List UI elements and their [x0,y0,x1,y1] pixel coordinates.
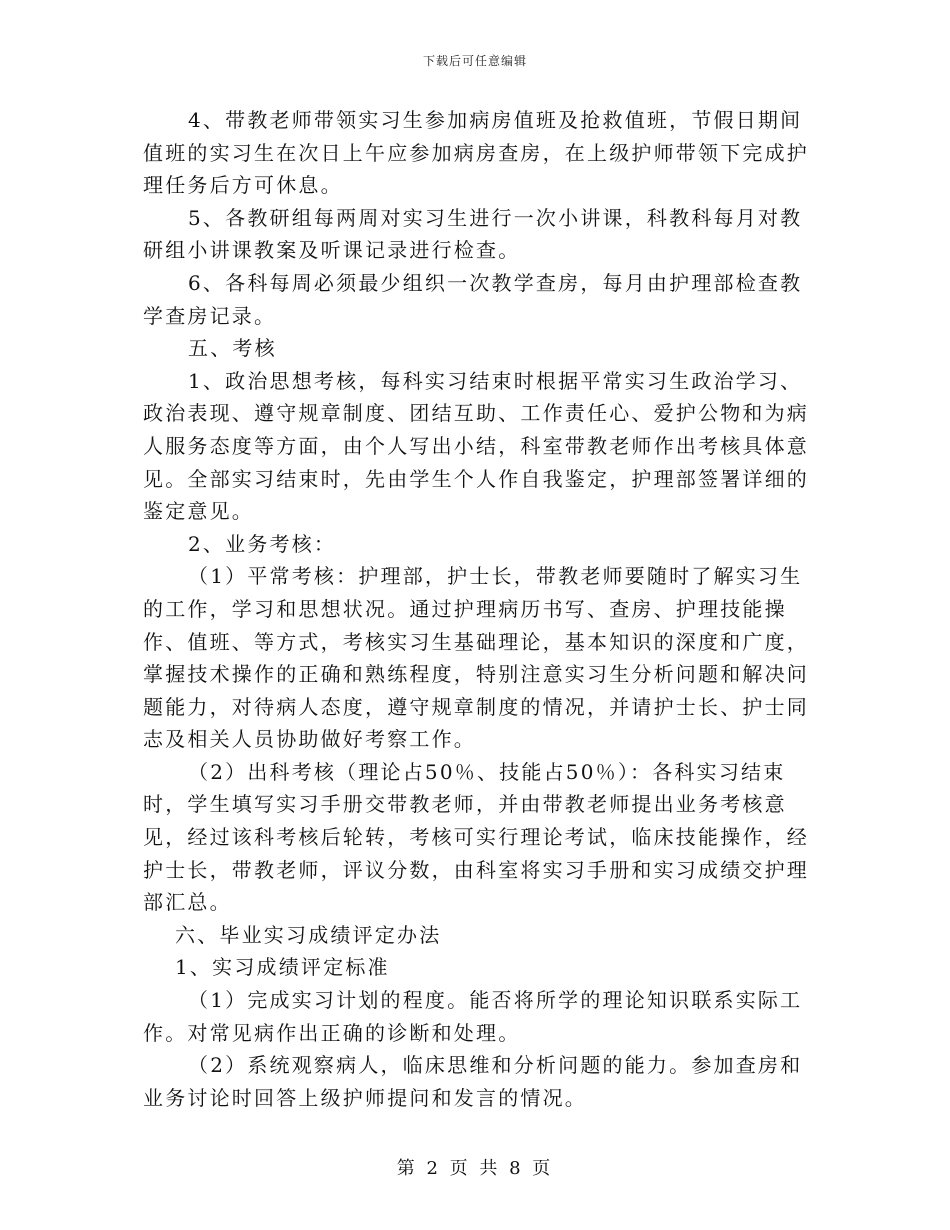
section-heading-grading: 六、毕业实习成绩评定办法 [175,922,442,947]
section-heading-assessment: 五、考核 [188,336,277,361]
paragraph-criterion-2: （2）系统观察病人，临床思维和分析问题的能力。参加查房和业务讨论时回答上级护师提问和发言的情况。 [143,1053,803,1110]
paragraph-lecture: 5、各教研组每两周对实习生进行一次小讲课，科教科每月对教研组小讲课教案及听课记录进行检查。 [143,205,803,263]
page-header: 下载后可任意编辑 [422,54,527,68]
paragraph-professional-assessment: 2、业务考核： [188,531,337,556]
document-body [143,104,813,1114]
paragraph-teaching-rounds: 6、各科每周必须最少组织一次教学查房，每月由护理部检查教学查房记录。 [143,270,803,328]
paragraph-routine-assessment: （1）平常考核：护理部，护士长，带教老师要随时了解实习生的工作，学习和思想状况。通过护理病历书写、查房、护理技能操作、值班、等方式，考核实习生基础理论，基本知识的深度和广度，掌握技术操作的正确和熟练程度，特别注意实习生分析问题和解决问题能力，对待病人态度，遵守规章制度的情况，并请护士长、护士同志及相关人员协助做好考察工作。 [143,564,809,752]
paragraph-grading-standard: 1、实习成绩评定标准 [175,955,390,980]
paragraph-criterion-1: （1）完成实习计划的程度。能否将所学的理论知识联系实际工作。对常见病作出正确的诊断和处理。 [143,988,803,1045]
paragraph-political-assessment: 1、政治思想考核，每科实习结束时根据平常实习生政治学习、政治表现、遵守规章制度、团结互助、工作责任心、爱护公物和为病人服务态度等方面，由个人写出小结，科室带教老师作出考核具体意见。全部实习结束时，先由学生个人作自我鉴定，护理部签署详细的鉴定意见。 [143,368,809,524]
paragraph-teacher-duty: 4、带教老师带领实习生参加病房值班及抢救值班，节假日期间值班的实习生在次日上午应参加病房查房，在上级护师带领下完成护理任务后方可休息。 [143,108,809,198]
paragraph-department-exit-assessment: （2）出科考核（理论占50％、技能占50％）：各科实习结束时，学生填写实习手册交带教老师，并由带教老师提出业务考核意见，经过该科考核后轮转，考核可实行理论考试，临床技能操作，经护士长，带教老师，评议分数，由科室将实习手册和实习成绩交护理部汇总。 [143,759,809,915]
page-footer: 第 2 页 共 8 页 [396,1158,554,1179]
